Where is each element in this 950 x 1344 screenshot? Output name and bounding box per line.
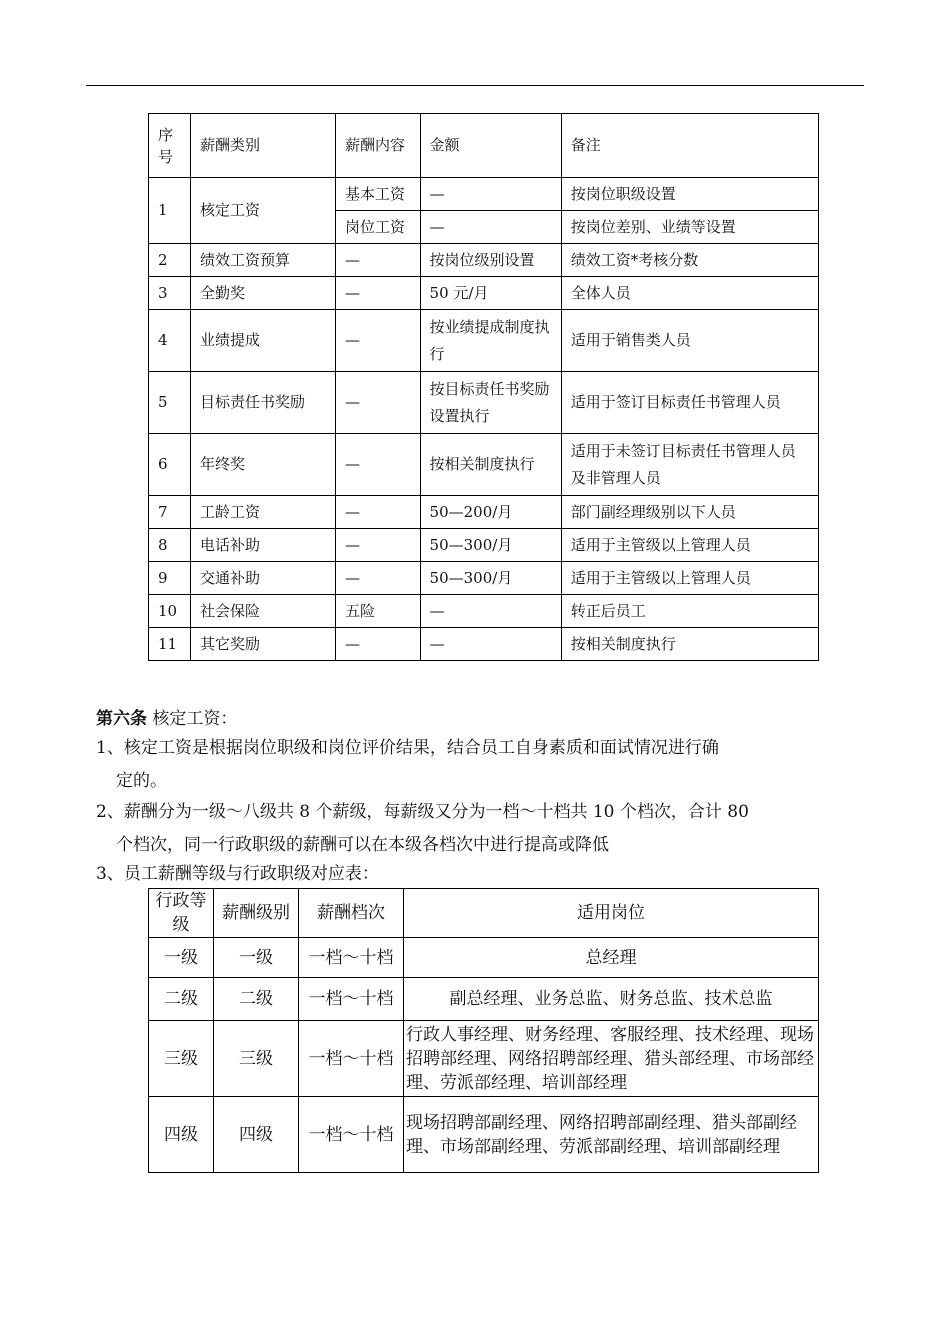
- cell-posts: 副总经理、业务总监、财务总监、技术总监: [404, 978, 819, 1021]
- table-row: [149, 178, 819, 211]
- cell-amount: —: [420, 178, 561, 211]
- article-heading: [96, 704, 237, 729]
- cell-pay-tier: 一档～十档: [299, 1097, 404, 1173]
- cell-amount: 按岗位级别设置: [420, 244, 561, 277]
- cell-no: 6: [149, 434, 191, 496]
- cell-content: —: [335, 628, 420, 661]
- table-row: [149, 434, 819, 496]
- cell-pay-level: 一级: [214, 938, 299, 978]
- table-row: [149, 244, 819, 277]
- cell-content: 岗位工资: [335, 211, 420, 244]
- header-content: 薪酬内容: [335, 114, 420, 178]
- cell-note: 按相关制度执行: [561, 628, 818, 661]
- cell-admin-grade: 三级: [149, 1021, 214, 1097]
- article-subtitle: 核定工资：: [152, 709, 238, 729]
- cell-note: 部门副经理级别以下人员: [561, 496, 818, 529]
- cell-category: 交通补助: [190, 562, 335, 595]
- cell-category: 工龄工资: [190, 496, 335, 529]
- compensation-table: [148, 113, 819, 661]
- cell-note: 绩效工资*考核分数: [561, 244, 818, 277]
- cell-amount: 50 元/月: [420, 277, 561, 310]
- paragraph-1-line: 1、核定工资是根据岗位职级和岗位评价结果，结合员工自身素质和面试情况进行确: [96, 738, 719, 758]
- paragraph-2-line: 2、薪酬分为一级～八级共 8 个薪级，每薪级又分为一档～十档共 10 个档次，合计 80: [96, 802, 749, 822]
- cell-content: —: [335, 496, 420, 529]
- cell-note: 按岗位差别、业绩等设置: [561, 211, 818, 244]
- cell-category: 业绩提成: [190, 310, 335, 372]
- cell-pay-tier: 一档～十档: [299, 1021, 404, 1097]
- header-category: 薪酬类别: [190, 114, 335, 178]
- cell-note: 按岗位职级设置: [561, 178, 818, 211]
- cell-amount: 按业绩提成制度执行: [420, 310, 561, 372]
- table-header-row: [149, 889, 819, 938]
- cell-no: 5: [149, 372, 191, 434]
- cell-content: —: [335, 562, 420, 595]
- cell-content: —: [335, 310, 420, 372]
- paragraph-1: [96, 732, 816, 798]
- cell-category: 绩效工资预算: [190, 244, 335, 277]
- header-pay-tier: 薪酬档次: [299, 889, 404, 938]
- cell-admin-grade: 二级: [149, 978, 214, 1021]
- cell-category: 核定工资: [190, 178, 335, 244]
- cell-amount: 50—200/月: [420, 496, 561, 529]
- cell-pay-level: 二级: [214, 978, 299, 1021]
- cell-admin-grade: 四级: [149, 1097, 214, 1173]
- cell-posts: 现场招聘部副经理、网络招聘部副经理、猎头部副经理、市场部副经理、劳派部副经理、培训部副经理: [404, 1097, 819, 1173]
- cell-category: 其它奖励: [190, 628, 335, 661]
- table-row: [149, 1021, 819, 1097]
- cell-note: 适用于销售类人员: [561, 310, 818, 372]
- paragraph-3: [96, 858, 816, 891]
- table-row: [149, 529, 819, 562]
- cell-category: 年终奖: [190, 434, 335, 496]
- paragraph-2-cont: 个档次，同一行政职级的薪酬可以在本级各档次中进行提高或降低: [116, 835, 609, 855]
- cell-content: —: [335, 434, 420, 496]
- table-row: [149, 1097, 819, 1173]
- header-note: 备注: [561, 114, 818, 178]
- grade-table: [148, 888, 819, 1173]
- cell-pay-level: 三级: [214, 1021, 299, 1097]
- cell-pay-tier: 一档～十档: [299, 938, 404, 978]
- cell-pay-level: 四级: [214, 1097, 299, 1173]
- cell-amount: —: [420, 211, 561, 244]
- cell-pay-tier: 一档～十档: [299, 978, 404, 1021]
- cell-category: 社会保险: [190, 595, 335, 628]
- cell-amount: 按相关制度执行: [420, 434, 561, 496]
- cell-content: 五险: [335, 595, 420, 628]
- cell-note: 适用于未签订目标责任书管理人员及非管理人员: [561, 434, 818, 496]
- paragraph-1-cont: 定的。: [116, 771, 167, 791]
- cell-category: 全勤奖: [190, 277, 335, 310]
- cell-category: 目标责任书奖励: [190, 372, 335, 434]
- cell-no: 10: [149, 595, 191, 628]
- cell-no: 3: [149, 277, 191, 310]
- cell-no: 2: [149, 244, 191, 277]
- cell-amount: 按目标责任书奖励设置执行: [420, 372, 561, 434]
- table-row: [149, 277, 819, 310]
- cell-amount: —: [420, 595, 561, 628]
- cell-posts: 总经理: [404, 938, 819, 978]
- paragraph-2: [96, 796, 816, 862]
- cell-no: 11: [149, 628, 191, 661]
- cell-no: 8: [149, 529, 191, 562]
- cell-content: —: [335, 529, 420, 562]
- cell-no: 7: [149, 496, 191, 529]
- table-row: [149, 938, 819, 978]
- table-row: [149, 310, 819, 372]
- table-row: [149, 496, 819, 529]
- cell-note: 全体人员: [561, 277, 818, 310]
- cell-no: 4: [149, 310, 191, 372]
- cell-content: —: [335, 372, 420, 434]
- header-posts: 适用岗位: [404, 889, 819, 938]
- cell-amount: —: [420, 628, 561, 661]
- cell-amount: 50—300/月: [420, 562, 561, 595]
- cell-note: 适用于主管级以上管理人员: [561, 529, 818, 562]
- cell-category: 电话补助: [190, 529, 335, 562]
- cell-content: 基本工资: [335, 178, 420, 211]
- cell-content: —: [335, 244, 420, 277]
- paragraph-3-line: 3、员工薪酬等级与行政职级对应表：: [96, 864, 379, 884]
- table-row: [149, 628, 819, 661]
- header-admin-grade: 行政等级: [149, 889, 214, 938]
- cell-amount: 50—300/月: [420, 529, 561, 562]
- table-header-row: [149, 114, 819, 178]
- table-row: [149, 595, 819, 628]
- cell-note: 适用于签订目标责任书管理人员: [561, 372, 818, 434]
- article-title: 第六条: [96, 709, 147, 729]
- table-row: [149, 562, 819, 595]
- cell-no: 1: [149, 178, 191, 244]
- cell-posts: 行政人事经理、财务经理、客服经理、技术经理、现场招聘部经理、网络招聘部经理、猎头部经理、市场部经理、劳派部经理、培训部经理: [404, 1021, 819, 1097]
- cell-note: 适用于主管级以上管理人员: [561, 562, 818, 595]
- cell-content: —: [335, 277, 420, 310]
- cell-no: 9: [149, 562, 191, 595]
- table-row: [149, 978, 819, 1021]
- header-amount: 金额: [420, 114, 561, 178]
- header-pay-level: 薪酬级别: [214, 889, 299, 938]
- header-rule: [86, 85, 864, 86]
- cell-admin-grade: 一级: [149, 938, 214, 978]
- header-no: 序 号: [149, 114, 191, 178]
- cell-note: 转正后员工: [561, 595, 818, 628]
- table-row: [149, 372, 819, 434]
